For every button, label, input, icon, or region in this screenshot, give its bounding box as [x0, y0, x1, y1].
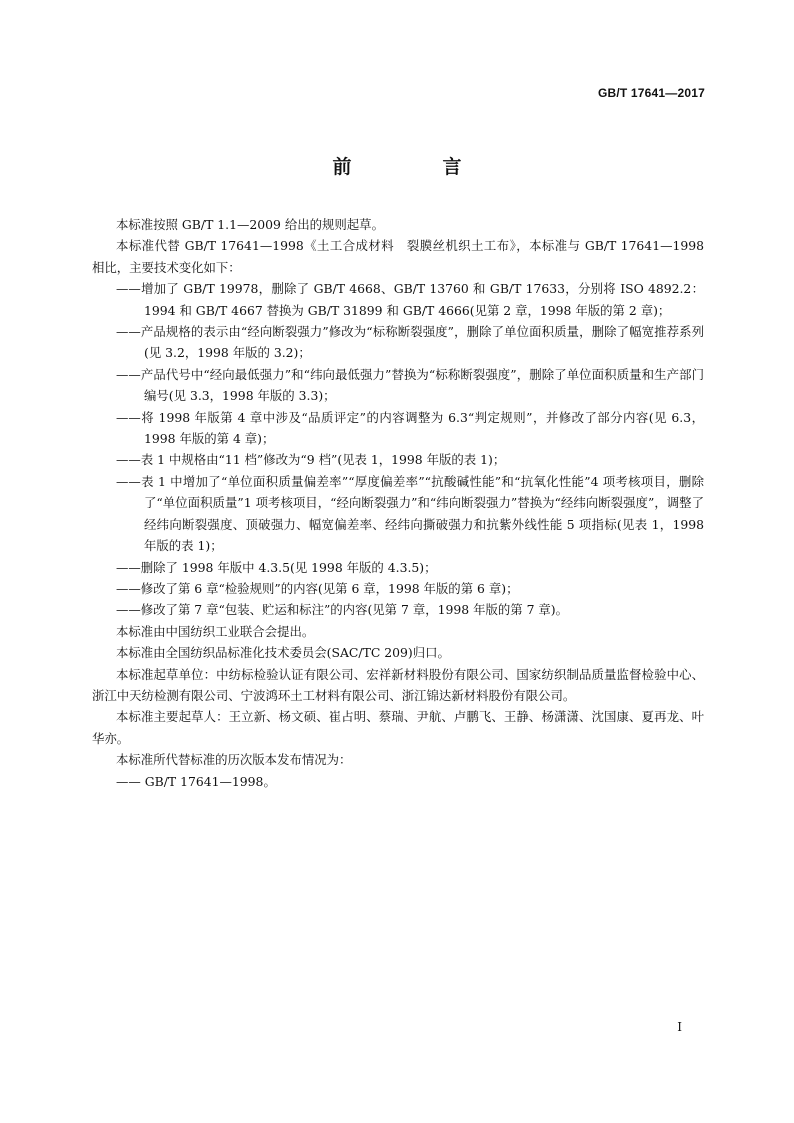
paragraph-drafting-rules: 本标准按照 GB/T 1.1—2009 给出的规则起草。: [116, 217, 384, 232]
change-item: ——将 1998 年版第 4 章中涉及“品质评定”的内容调整为 6.3“判定规则”，并修改了部分内容(见 6.3，1998 年版的第 4 章)；: [116, 409, 704, 447]
page-title: 前 言: [332, 156, 498, 178]
paragraph-replacement: 本标准代替 GB/T 17641—1998《土工合成材料 裂膜丝机织土工布》，本标准与 GB/T 17641—1998 相比，主要技术变化如下：: [92, 238, 704, 275]
change-item: ——增加了 GB/T 19978，删除了 GB/T 4668、GB/T 13760 和 GB/T 17633，分别将 ISO 4892.2：1994 和 GB/T 4667 替换为 GB/T 31899 和 GB/T 4666(见第 2 章，1998 年版的第 2 章)；: [116, 281, 704, 318]
paragraph-committee: 本标准由全国纺织品标准化技术委员会(SAC/TC 209)归口。: [116, 645, 450, 661]
change-item: ——表 1 中规格由“11 档”修改为“9 档”(见表 1，1998 年版的表 1)；: [116, 452, 506, 468]
page-number: I: [677, 1020, 682, 1034]
change-item: ——删除了 1998 年版中 4.3.5(见 1998 年版的 4.3.5)；: [116, 559, 437, 575]
change-item: ——修改了第 6 章“检验规则”的内容(见第 6 章，1998 年版的第 6 章)；: [116, 580, 519, 596]
paragraph-history-intro: 本标准所代替标准的历次版本发布情况为：: [116, 752, 352, 768]
standard-code: GB/T 17641—2017: [597, 86, 705, 100]
foreword-body: [92, 214, 704, 792]
paragraph-proposer: 本标准由中国纺织工业联合会提出。: [116, 623, 315, 639]
change-item: ——表 1 中增加了“单位面积质量偏差率”“厚度偏差率”“抗酸碱性能”和“抗氧化性能”4 项考核项目，删除了“单位面积质量”1 项考核项目，“经向断裂强力”和“纬向断裂强力”替换为“经纬向断裂强度”，调整了经纬向断裂强度、顶破强力、幅宽偏差率、经纬向撕破强力和抗紫外线性能 5 项指标(见表 1，1998 年版的表 1)；: [116, 473, 704, 554]
paragraph-drafters: 本标准主要起草人：王立新、杨文硕、崔占明、蔡瑞、尹航、卢鹏飞、王静、杨潇潇、沈国康、夏再龙、叶华亦。: [92, 709, 704, 746]
history-item: —— GB/T 17641—1998。: [116, 773, 276, 789]
paragraph-drafting-units: 本标准起草单位：中纺标检验认证有限公司、宏祥新材料股份有限公司、国家纺织制品质量监督检验中心、浙江中天纺检测有限公司、宁波鸿环土工材料有限公司、浙江锦达新材料股份有限公司。: [92, 666, 704, 703]
change-item: ——产品规格的表示由“经向断裂强力”修改为“标称断裂强度”，删除了单位面积质量，删除了幅宽推荐系列(见 3.2，1998 年版的 3.2)；: [116, 324, 704, 361]
change-item: ——修改了第 7 章“包装、贮运和标注”的内容(见第 7 章，1998 年版的第 7 章)。: [116, 602, 569, 618]
change-item: ——产品代号中“经向最低强力”和“纬向最低强力”替换为“标称断裂强度”，删除了单位面积质量和生产部门编号(见 3.3，1998 年版的 3.3)；: [116, 366, 704, 404]
